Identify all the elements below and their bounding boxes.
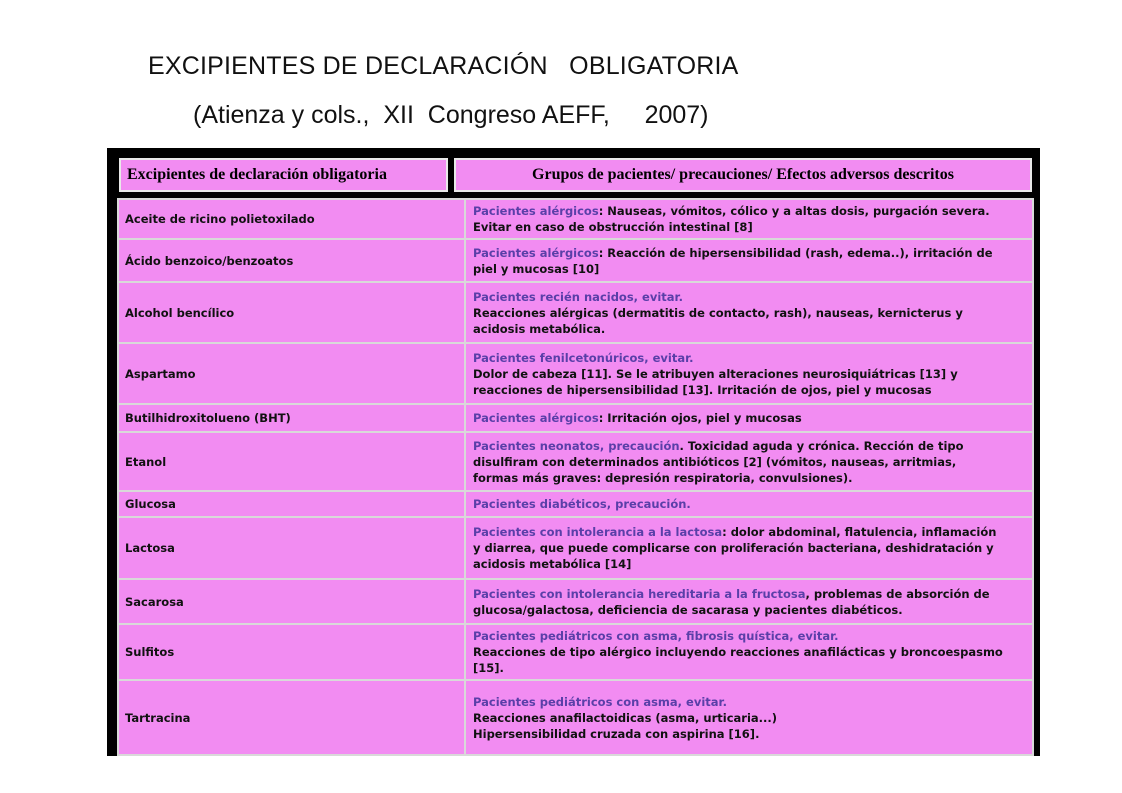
effects-description-cell [465,517,1033,579]
effects-description-cell [465,579,1033,624]
description-line [473,366,1026,382]
description-text: acidosis metabólica. [473,321,606,336]
patient-group-lead: Pacientes pediátricos con asma, evitar. [473,694,727,709]
description-line [473,438,1026,454]
description-line [473,350,1026,366]
description-line [473,710,1026,726]
description-line [473,382,1026,398]
description-text: : Irritación ojos, piel y mucosas [598,411,802,425]
patient-group-lead: Pacientes neonatos, precaución [473,438,680,453]
description-line [473,524,1026,540]
patient-group-lead: Pacientes alérgicos [473,245,599,260]
description-text: reacciones de hipersensibilidad [13]. Irritación de ojos, piel y mucosas [473,382,932,397]
description-text: : Nauseas, vómitos, cólico y a altas dosis, purgación severa. [598,204,990,218]
excipient-name-cell: Butilhidroxitolueno (BHT) [118,404,465,432]
description-text: . Toxicidad aguda y crónica. Rección de tipo [679,438,964,453]
patient-group-lead: Pacientes alérgicos [473,411,599,425]
description-line [473,586,1026,602]
table-row [118,343,1033,404]
description-line [473,203,1026,219]
effects-description-cell [465,624,1033,680]
excipient-name-cell: Sulfitos [118,624,465,680]
description-line [473,496,1026,512]
table-row [118,491,1033,517]
table-row [118,404,1033,432]
description-text: Reacciones anafilactoidicas (asma, urticaria...) [473,710,778,725]
patient-group-lead: Pacientes con intolerancia a la lactosa [473,525,723,539]
description-text: Reacciones de tipo alérgico incluyendo reacciones anafilácticas y broncoespasmo [473,645,1003,659]
excipient-name-cell: Lactosa [118,517,465,579]
excipients-table-frame [107,148,1040,756]
excipient-name-cell: Tartracina [118,680,465,755]
description-text: piel y mucosas [10] [473,261,600,276]
description-line [473,540,1026,556]
description-line [473,470,1026,486]
table-row [118,199,1033,239]
excipient-name-cell: Sacarosa [118,579,465,624]
description-text: formas más graves: depresión respiratoria, convulsiones). [473,470,853,485]
excipient-name-cell: Alcohol bencílico [118,282,465,343]
patient-group-lead: Pacientes alérgicos [473,204,599,218]
description-line [473,261,1026,277]
description-text: disulfiram con determinados antibióticos [2] (vómitos, nauseas, arritmias, [473,454,957,469]
effects-description-cell [465,680,1033,755]
description-line [473,219,1026,235]
description-line [473,245,1026,261]
description-line [473,694,1026,710]
description-line [473,305,1026,321]
table-row [118,680,1033,755]
patient-group-lead: Pacientes pediátricos con asma, fibrosis quística, evitar. [473,629,839,643]
excipient-name-cell: Etanol [118,432,465,491]
description-text: Reacciones alérgicas (dermatitis de contacto, rash), nauseas, kernicterus y [473,305,963,320]
table-row [118,517,1033,579]
patient-group-lead: Pacientes con intolerancia hereditaria a la fructosa [473,586,806,601]
description-text: [15]. [473,661,504,675]
effects-description-cell [465,491,1033,517]
column-header-excipient: Excipientes de declaración obligatoria [119,158,448,192]
description-text: glucosa/galactosa, deficiencia de sacarasa y pacientes diabéticos. [473,602,903,617]
description-text: Hipersensibilidad cruzada con aspirina [16]. [473,726,760,741]
table-row [118,239,1033,282]
page-title: EXCIPIENTES DE DECLARACIÓN OBLIGATORIA [148,52,739,80]
excipient-name-cell: Ácido benzoico/benzoatos [118,239,465,282]
description-text: Dolor de cabeza [11]. Se le atribuyen alteraciones neurosiquiátricas [13] y [473,366,958,381]
description-line [473,410,1026,426]
table-row [118,624,1033,680]
table-row [118,282,1033,343]
effects-description-cell [465,239,1033,282]
description-text: acidosis metabólica [14] [473,557,632,571]
description-line [473,321,1026,337]
effects-description-cell [465,282,1033,343]
excipient-name-cell: Glucosa [118,491,465,517]
description-text: : Reacción de hipersensibilidad (rash, edema..), irritación de [598,245,993,260]
effects-description-cell [465,199,1033,239]
description-text: y diarrea, que puede complicarse con proliferación bacteriana, deshidratación y [473,541,994,555]
description-line [473,289,1026,305]
page-subtitle: (Atienza y cols., XII Congreso AEFF, 2007) [193,101,709,129]
excipient-name-cell: Aspartamo [118,343,465,404]
description-line [473,644,1026,660]
effects-description-cell [465,404,1033,432]
table-row [118,432,1033,491]
description-text: , problemas de absorción de [805,586,990,601]
effects-description-cell [465,343,1033,404]
description-line [473,628,1026,644]
effects-description-cell [465,432,1033,491]
table-row [118,579,1033,624]
excipient-name-cell: Aceite de ricino polietoxilado [118,199,465,239]
description-text: Evitar en caso de obstrucción intestinal [8] [473,220,753,234]
excipients-grid [117,198,1034,756]
column-header-effects: Grupos de pacientes/ precauciones/ Efectos adversos descritos [454,158,1032,192]
description-line [473,602,1026,618]
description-line [473,660,1026,676]
description-text: : dolor abdominal, flatulencia, inflamación [722,525,997,539]
description-line [473,454,1026,470]
description-line [473,726,1026,742]
patient-group-lead: Pacientes diabéticos, precaución. [473,497,691,511]
patient-group-lead: Pacientes recién nacidos, evitar. [473,289,683,304]
description-line [473,556,1026,572]
patient-group-lead: Pacientes fenilcetonúricos, evitar. [473,350,694,365]
excipients-table [115,156,1032,751]
